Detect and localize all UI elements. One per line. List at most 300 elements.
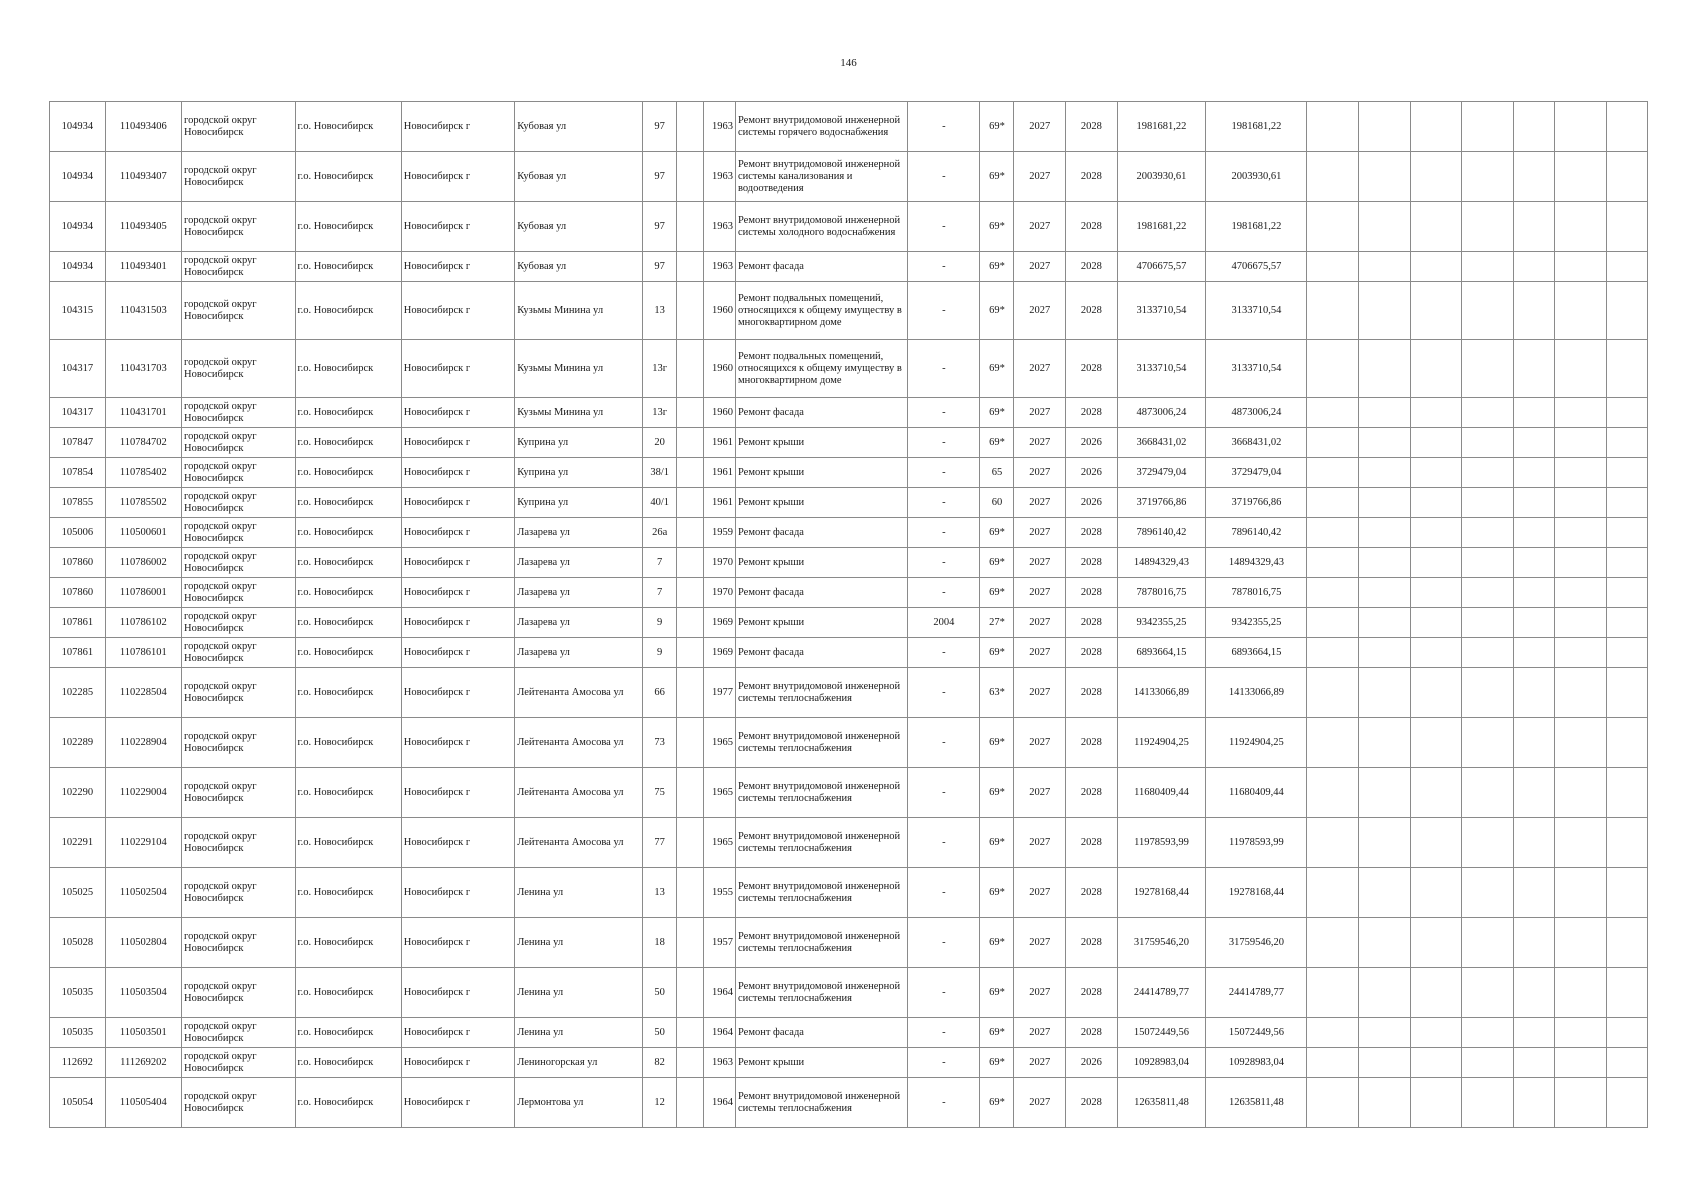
empty-cell bbox=[1359, 458, 1411, 488]
municipality-cell: городской округ Новосибирск bbox=[182, 608, 295, 638]
empty-cell bbox=[1462, 282, 1514, 340]
table-row bbox=[50, 428, 1648, 458]
last-repair-year-cell: - bbox=[908, 638, 980, 668]
table-row bbox=[50, 668, 1648, 718]
empty-cell bbox=[1307, 282, 1359, 340]
house-number-cell: 13г bbox=[643, 340, 677, 398]
term-year-cell: 2028 bbox=[1066, 968, 1118, 1018]
empty-cell bbox=[1513, 340, 1554, 398]
work-id-cell: 110493401 bbox=[105, 252, 181, 282]
empty-cell bbox=[1410, 548, 1462, 578]
plan-year-cell: 2027 bbox=[1014, 340, 1066, 398]
empty-cell bbox=[1410, 340, 1462, 398]
house-number-cell: 13 bbox=[643, 868, 677, 918]
street-cell: Ленина ул bbox=[515, 968, 643, 1018]
empty-cell bbox=[1359, 488, 1411, 518]
house-id-cell: 107861 bbox=[50, 608, 106, 638]
wear-percent-cell: 69* bbox=[980, 518, 1014, 548]
total-cost-cell: 11680409,44 bbox=[1206, 768, 1307, 818]
empty-cell bbox=[1555, 152, 1607, 202]
empty-cell bbox=[1359, 1018, 1411, 1048]
empty-cell bbox=[1462, 668, 1514, 718]
municipality-cell: городской округ Новосибирск bbox=[182, 1018, 295, 1048]
municipality-cell: городской округ Новосибирск bbox=[182, 578, 295, 608]
street-cell: Куприна ул bbox=[515, 458, 643, 488]
empty-cell bbox=[1555, 718, 1607, 768]
building-cell bbox=[677, 428, 704, 458]
house-id-cell: 104315 bbox=[50, 282, 106, 340]
empty-cell bbox=[1410, 918, 1462, 968]
work-id-cell: 110431701 bbox=[105, 398, 181, 428]
house-id-cell: 105028 bbox=[50, 918, 106, 968]
last-repair-year-cell: - bbox=[908, 918, 980, 968]
term-year-cell: 2026 bbox=[1066, 1048, 1118, 1078]
term-year-cell: 2028 bbox=[1066, 768, 1118, 818]
wear-percent-cell: 65 bbox=[980, 458, 1014, 488]
total-cost-cell: 1981681,22 bbox=[1206, 202, 1307, 252]
street-cell: Лазарева ул bbox=[515, 518, 643, 548]
empty-cell bbox=[1462, 488, 1514, 518]
empty-cell bbox=[1462, 968, 1514, 1018]
table-row bbox=[50, 868, 1648, 918]
work-type-cell: Ремонт внутридомовой инженерной системы теплоснабжения bbox=[735, 1078, 907, 1128]
empty-cell bbox=[1359, 1048, 1411, 1078]
term-year-cell: 2028 bbox=[1066, 718, 1118, 768]
work-id-cell: 110502804 bbox=[105, 918, 181, 968]
empty-cell bbox=[1555, 458, 1607, 488]
house-number-cell: 97 bbox=[643, 252, 677, 282]
cost-cell: 3668431,02 bbox=[1117, 428, 1206, 458]
empty-cell bbox=[1307, 968, 1359, 1018]
empty-cell bbox=[1410, 102, 1462, 152]
empty-cell bbox=[1555, 102, 1607, 152]
table-row bbox=[50, 102, 1648, 152]
plan-year-cell: 2027 bbox=[1014, 458, 1066, 488]
locality-cell: Новосибирск г bbox=[401, 1018, 514, 1048]
empty-cell bbox=[1359, 608, 1411, 638]
building-cell bbox=[677, 668, 704, 718]
empty-cell bbox=[1513, 428, 1554, 458]
empty-cell bbox=[1410, 282, 1462, 340]
work-type-cell: Ремонт крыши bbox=[735, 458, 907, 488]
term-year-cell: 2028 bbox=[1066, 102, 1118, 152]
municipality-cell: городской округ Новосибирск bbox=[182, 518, 295, 548]
building-cell bbox=[677, 608, 704, 638]
last-repair-year-cell: 2004 bbox=[908, 608, 980, 638]
house-id-cell: 104934 bbox=[50, 102, 106, 152]
table-row bbox=[50, 340, 1648, 398]
locality-cell: Новосибирск г bbox=[401, 578, 514, 608]
municipality-cell: городской округ Новосибирск bbox=[182, 768, 295, 818]
house-number-cell: 50 bbox=[643, 1018, 677, 1048]
total-cost-cell: 7896140,42 bbox=[1206, 518, 1307, 548]
municipality-cell: городской округ Новосибирск bbox=[182, 638, 295, 668]
street-cell: Кузьмы Минина ул bbox=[515, 340, 643, 398]
term-year-cell: 2028 bbox=[1066, 668, 1118, 718]
building-cell bbox=[677, 1018, 704, 1048]
year-built-cell: 1964 bbox=[703, 968, 735, 1018]
building-cell bbox=[677, 458, 704, 488]
empty-cell bbox=[1307, 102, 1359, 152]
municipality-cell: городской округ Новосибирск bbox=[182, 252, 295, 282]
table-row bbox=[50, 638, 1648, 668]
empty-cell bbox=[1606, 428, 1647, 458]
empty-cell bbox=[1410, 768, 1462, 818]
empty-cell bbox=[1307, 398, 1359, 428]
locality-cell: Новосибирск г bbox=[401, 548, 514, 578]
wear-percent-cell: 69* bbox=[980, 818, 1014, 868]
locality-cell: Новосибирск г bbox=[401, 202, 514, 252]
empty-cell bbox=[1606, 458, 1647, 488]
empty-cell bbox=[1359, 518, 1411, 548]
total-cost-cell: 14894329,43 bbox=[1206, 548, 1307, 578]
table-row bbox=[50, 768, 1648, 818]
house-number-cell: 13г bbox=[643, 398, 677, 428]
empty-cell bbox=[1606, 488, 1647, 518]
locality-cell: Новосибирск г bbox=[401, 428, 514, 458]
year-built-cell: 1963 bbox=[703, 102, 735, 152]
last-repair-year-cell: - bbox=[908, 668, 980, 718]
empty-cell bbox=[1606, 768, 1647, 818]
total-cost-cell: 11978593,99 bbox=[1206, 818, 1307, 868]
year-built-cell: 1961 bbox=[703, 428, 735, 458]
empty-cell bbox=[1462, 818, 1514, 868]
work-id-cell: 110785502 bbox=[105, 488, 181, 518]
empty-cell bbox=[1359, 282, 1411, 340]
plan-year-cell: 2027 bbox=[1014, 668, 1066, 718]
empty-cell bbox=[1410, 152, 1462, 202]
table-row bbox=[50, 398, 1648, 428]
work-id-cell: 110503504 bbox=[105, 968, 181, 1018]
empty-cell bbox=[1462, 428, 1514, 458]
locality-cell: Новосибирск г bbox=[401, 518, 514, 548]
empty-cell bbox=[1513, 282, 1554, 340]
house-id-cell: 104934 bbox=[50, 152, 106, 202]
cost-cell: 11924904,25 bbox=[1117, 718, 1206, 768]
house-number-cell: 13 bbox=[643, 282, 677, 340]
empty-cell bbox=[1606, 202, 1647, 252]
cost-cell: 4706675,57 bbox=[1117, 252, 1206, 282]
empty-cell bbox=[1359, 428, 1411, 458]
table-row bbox=[50, 282, 1648, 340]
empty-cell bbox=[1462, 1078, 1514, 1128]
last-repair-year-cell: - bbox=[908, 818, 980, 868]
empty-cell bbox=[1410, 578, 1462, 608]
capital-repair-table bbox=[49, 101, 1648, 1128]
year-built-cell: 1961 bbox=[703, 458, 735, 488]
cost-cell: 15072449,56 bbox=[1117, 1018, 1206, 1048]
year-built-cell: 1960 bbox=[703, 398, 735, 428]
house-number-cell: 97 bbox=[643, 152, 677, 202]
municipality-cell: городской округ Новосибирск bbox=[182, 398, 295, 428]
empty-cell bbox=[1410, 398, 1462, 428]
empty-cell bbox=[1555, 282, 1607, 340]
empty-cell bbox=[1555, 608, 1607, 638]
municipality-cell: городской округ Новосибирск bbox=[182, 428, 295, 458]
year-built-cell: 1959 bbox=[703, 518, 735, 548]
wear-percent-cell: 69* bbox=[980, 548, 1014, 578]
empty-cell bbox=[1462, 252, 1514, 282]
wear-percent-cell: 69* bbox=[980, 152, 1014, 202]
total-cost-cell: 31759546,20 bbox=[1206, 918, 1307, 968]
street-cell: Лазарева ул bbox=[515, 608, 643, 638]
table-row bbox=[50, 608, 1648, 638]
cost-cell: 4873006,24 bbox=[1117, 398, 1206, 428]
locality-cell: Новосибирск г bbox=[401, 968, 514, 1018]
empty-cell bbox=[1307, 868, 1359, 918]
empty-cell bbox=[1606, 340, 1647, 398]
work-id-cell: 110785402 bbox=[105, 458, 181, 488]
year-built-cell: 1960 bbox=[703, 340, 735, 398]
house-number-cell: 97 bbox=[643, 102, 677, 152]
plan-year-cell: 2027 bbox=[1014, 1078, 1066, 1128]
empty-cell bbox=[1555, 488, 1607, 518]
work-type-cell: Ремонт внутридомовой инженерной системы теплоснабжения bbox=[735, 818, 907, 868]
empty-cell bbox=[1462, 518, 1514, 548]
house-number-cell: 40/1 bbox=[643, 488, 677, 518]
year-built-cell: 1965 bbox=[703, 718, 735, 768]
empty-cell bbox=[1359, 252, 1411, 282]
total-cost-cell: 3719766,86 bbox=[1206, 488, 1307, 518]
plan-year-cell: 2027 bbox=[1014, 818, 1066, 868]
empty-cell bbox=[1410, 718, 1462, 768]
last-repair-year-cell: - bbox=[908, 518, 980, 548]
cost-cell: 6893664,15 bbox=[1117, 638, 1206, 668]
district-cell: г.о. Новосибирск bbox=[295, 768, 401, 818]
empty-cell bbox=[1307, 668, 1359, 718]
work-id-cell: 110784702 bbox=[105, 428, 181, 458]
work-type-cell: Ремонт фасада bbox=[735, 252, 907, 282]
empty-cell bbox=[1606, 668, 1647, 718]
empty-cell bbox=[1555, 340, 1607, 398]
empty-cell bbox=[1307, 458, 1359, 488]
house-id-cell: 107847 bbox=[50, 428, 106, 458]
empty-cell bbox=[1555, 428, 1607, 458]
empty-cell bbox=[1307, 252, 1359, 282]
work-id-cell: 110493407 bbox=[105, 152, 181, 202]
empty-cell bbox=[1359, 638, 1411, 668]
district-cell: г.о. Новосибирск bbox=[295, 152, 401, 202]
locality-cell: Новосибирск г bbox=[401, 718, 514, 768]
wear-percent-cell: 69* bbox=[980, 718, 1014, 768]
house-id-cell: 104317 bbox=[50, 398, 106, 428]
plan-year-cell: 2027 bbox=[1014, 398, 1066, 428]
house-number-cell: 12 bbox=[643, 1078, 677, 1128]
work-type-cell: Ремонт подвальных помещений, относящихся к общему имуществу в многоквартирном доме bbox=[735, 282, 907, 340]
plan-year-cell: 2027 bbox=[1014, 868, 1066, 918]
cost-cell: 9342355,25 bbox=[1117, 608, 1206, 638]
street-cell: Кубовая ул bbox=[515, 152, 643, 202]
work-type-cell: Ремонт внутридомовой инженерной системы канализования и водоотведения bbox=[735, 152, 907, 202]
empty-cell bbox=[1606, 918, 1647, 968]
empty-cell bbox=[1513, 1078, 1554, 1128]
street-cell: Лейтенанта Амосова ул bbox=[515, 818, 643, 868]
plan-year-cell: 2027 bbox=[1014, 718, 1066, 768]
house-id-cell: 104317 bbox=[50, 340, 106, 398]
term-year-cell: 2028 bbox=[1066, 1018, 1118, 1048]
last-repair-year-cell: - bbox=[908, 548, 980, 578]
locality-cell: Новосибирск г bbox=[401, 102, 514, 152]
house-number-cell: 9 bbox=[643, 608, 677, 638]
house-id-cell: 105025 bbox=[50, 868, 106, 918]
building-cell bbox=[677, 818, 704, 868]
empty-cell bbox=[1606, 1048, 1647, 1078]
wear-percent-cell: 69* bbox=[980, 102, 1014, 152]
street-cell: Кузьмы Минина ул bbox=[515, 282, 643, 340]
year-built-cell: 1963 bbox=[703, 152, 735, 202]
street-cell: Ленина ул bbox=[515, 1018, 643, 1048]
work-type-cell: Ремонт внутридомовой инженерной системы теплоснабжения bbox=[735, 968, 907, 1018]
year-built-cell: 1963 bbox=[703, 1048, 735, 1078]
work-type-cell: Ремонт внутридомовой инженерной системы теплоснабжения bbox=[735, 868, 907, 918]
district-cell: г.о. Новосибирск bbox=[295, 428, 401, 458]
empty-cell bbox=[1606, 608, 1647, 638]
work-type-cell: Ремонт внутридомовой инженерной системы теплоснабжения bbox=[735, 718, 907, 768]
cost-cell: 24414789,77 bbox=[1117, 968, 1206, 1018]
street-cell: Куприна ул bbox=[515, 488, 643, 518]
building-cell bbox=[677, 638, 704, 668]
district-cell: г.о. Новосибирск bbox=[295, 340, 401, 398]
empty-cell bbox=[1555, 768, 1607, 818]
cost-cell: 12635811,48 bbox=[1117, 1078, 1206, 1128]
house-number-cell: 20 bbox=[643, 428, 677, 458]
term-year-cell: 2028 bbox=[1066, 202, 1118, 252]
empty-cell bbox=[1462, 458, 1514, 488]
work-id-cell: 110493406 bbox=[105, 102, 181, 152]
house-number-cell: 97 bbox=[643, 202, 677, 252]
empty-cell bbox=[1606, 718, 1647, 768]
house-id-cell: 105035 bbox=[50, 968, 106, 1018]
street-cell: Кубовая ул bbox=[515, 102, 643, 152]
term-year-cell: 2028 bbox=[1066, 340, 1118, 398]
empty-cell bbox=[1359, 548, 1411, 578]
work-id-cell: 110431703 bbox=[105, 340, 181, 398]
district-cell: г.о. Новосибирск bbox=[295, 918, 401, 968]
empty-cell bbox=[1606, 578, 1647, 608]
locality-cell: Новосибирск г bbox=[401, 818, 514, 868]
empty-cell bbox=[1555, 968, 1607, 1018]
street-cell: Лейтенанта Амосова ул bbox=[515, 768, 643, 818]
empty-cell bbox=[1462, 340, 1514, 398]
empty-cell bbox=[1462, 578, 1514, 608]
district-cell: г.о. Новосибирск bbox=[295, 1078, 401, 1128]
term-year-cell: 2028 bbox=[1066, 548, 1118, 578]
empty-cell bbox=[1462, 608, 1514, 638]
empty-cell bbox=[1513, 518, 1554, 548]
plan-year-cell: 2027 bbox=[1014, 282, 1066, 340]
empty-cell bbox=[1513, 488, 1554, 518]
year-built-cell: 1969 bbox=[703, 608, 735, 638]
wear-percent-cell: 69* bbox=[980, 428, 1014, 458]
wear-percent-cell: 69* bbox=[980, 398, 1014, 428]
work-id-cell: 110228904 bbox=[105, 718, 181, 768]
wear-percent-cell: 69* bbox=[980, 1078, 1014, 1128]
empty-cell bbox=[1555, 252, 1607, 282]
empty-cell bbox=[1513, 458, 1554, 488]
empty-cell bbox=[1307, 918, 1359, 968]
term-year-cell: 2028 bbox=[1066, 918, 1118, 968]
building-cell bbox=[677, 282, 704, 340]
empty-cell bbox=[1513, 768, 1554, 818]
building-cell bbox=[677, 918, 704, 968]
district-cell: г.о. Новосибирск bbox=[295, 1018, 401, 1048]
empty-cell bbox=[1555, 638, 1607, 668]
building-cell bbox=[677, 398, 704, 428]
last-repair-year-cell: - bbox=[908, 718, 980, 768]
empty-cell bbox=[1410, 458, 1462, 488]
total-cost-cell: 9342355,25 bbox=[1206, 608, 1307, 638]
empty-cell bbox=[1359, 718, 1411, 768]
empty-cell bbox=[1307, 548, 1359, 578]
empty-cell bbox=[1513, 252, 1554, 282]
building-cell bbox=[677, 518, 704, 548]
empty-cell bbox=[1462, 768, 1514, 818]
district-cell: г.о. Новосибирск bbox=[295, 458, 401, 488]
wear-percent-cell: 69* bbox=[980, 868, 1014, 918]
empty-cell bbox=[1606, 102, 1647, 152]
empty-cell bbox=[1513, 152, 1554, 202]
cost-cell: 11680409,44 bbox=[1117, 768, 1206, 818]
wear-percent-cell: 69* bbox=[980, 340, 1014, 398]
building-cell bbox=[677, 202, 704, 252]
term-year-cell: 2028 bbox=[1066, 638, 1118, 668]
last-repair-year-cell: - bbox=[908, 340, 980, 398]
work-id-cell: 110786002 bbox=[105, 548, 181, 578]
last-repair-year-cell: - bbox=[908, 398, 980, 428]
plan-year-cell: 2027 bbox=[1014, 488, 1066, 518]
cost-cell: 10928983,04 bbox=[1117, 1048, 1206, 1078]
term-year-cell: 2028 bbox=[1066, 282, 1118, 340]
empty-cell bbox=[1555, 818, 1607, 868]
work-type-cell: Ремонт фасада bbox=[735, 518, 907, 548]
work-type-cell: Ремонт крыши bbox=[735, 548, 907, 578]
empty-cell bbox=[1606, 1018, 1647, 1048]
cost-cell: 7896140,42 bbox=[1117, 518, 1206, 548]
last-repair-year-cell: - bbox=[908, 1078, 980, 1128]
municipality-cell: городской округ Новосибирск bbox=[182, 668, 295, 718]
municipality-cell: городской округ Новосибирск bbox=[182, 818, 295, 868]
work-type-cell: Ремонт крыши bbox=[735, 608, 907, 638]
empty-cell bbox=[1307, 718, 1359, 768]
plan-year-cell: 2027 bbox=[1014, 638, 1066, 668]
term-year-cell: 2026 bbox=[1066, 428, 1118, 458]
empty-cell bbox=[1606, 1078, 1647, 1128]
building-cell bbox=[677, 768, 704, 818]
house-number-cell: 18 bbox=[643, 918, 677, 968]
plan-year-cell: 2027 bbox=[1014, 578, 1066, 608]
last-repair-year-cell: - bbox=[908, 868, 980, 918]
work-type-cell: Ремонт внутридомовой инженерной системы теплоснабжения bbox=[735, 768, 907, 818]
municipality-cell: городской округ Новосибирск bbox=[182, 918, 295, 968]
district-cell: г.о. Новосибирск bbox=[295, 608, 401, 638]
term-year-cell: 2026 bbox=[1066, 488, 1118, 518]
empty-cell bbox=[1307, 1048, 1359, 1078]
work-type-cell: Ремонт внутридомовой инженерной системы теплоснабжения bbox=[735, 668, 907, 718]
plan-year-cell: 2027 bbox=[1014, 968, 1066, 1018]
empty-cell bbox=[1307, 768, 1359, 818]
work-id-cell: 110502504 bbox=[105, 868, 181, 918]
work-id-cell: 110229104 bbox=[105, 818, 181, 868]
empty-cell bbox=[1410, 202, 1462, 252]
locality-cell: Новосибирск г bbox=[401, 458, 514, 488]
work-id-cell: 110431503 bbox=[105, 282, 181, 340]
term-year-cell: 2028 bbox=[1066, 868, 1118, 918]
term-year-cell: 2028 bbox=[1066, 818, 1118, 868]
last-repair-year-cell: - bbox=[908, 768, 980, 818]
locality-cell: Новосибирск г bbox=[401, 1078, 514, 1128]
empty-cell bbox=[1462, 152, 1514, 202]
empty-cell bbox=[1410, 968, 1462, 1018]
